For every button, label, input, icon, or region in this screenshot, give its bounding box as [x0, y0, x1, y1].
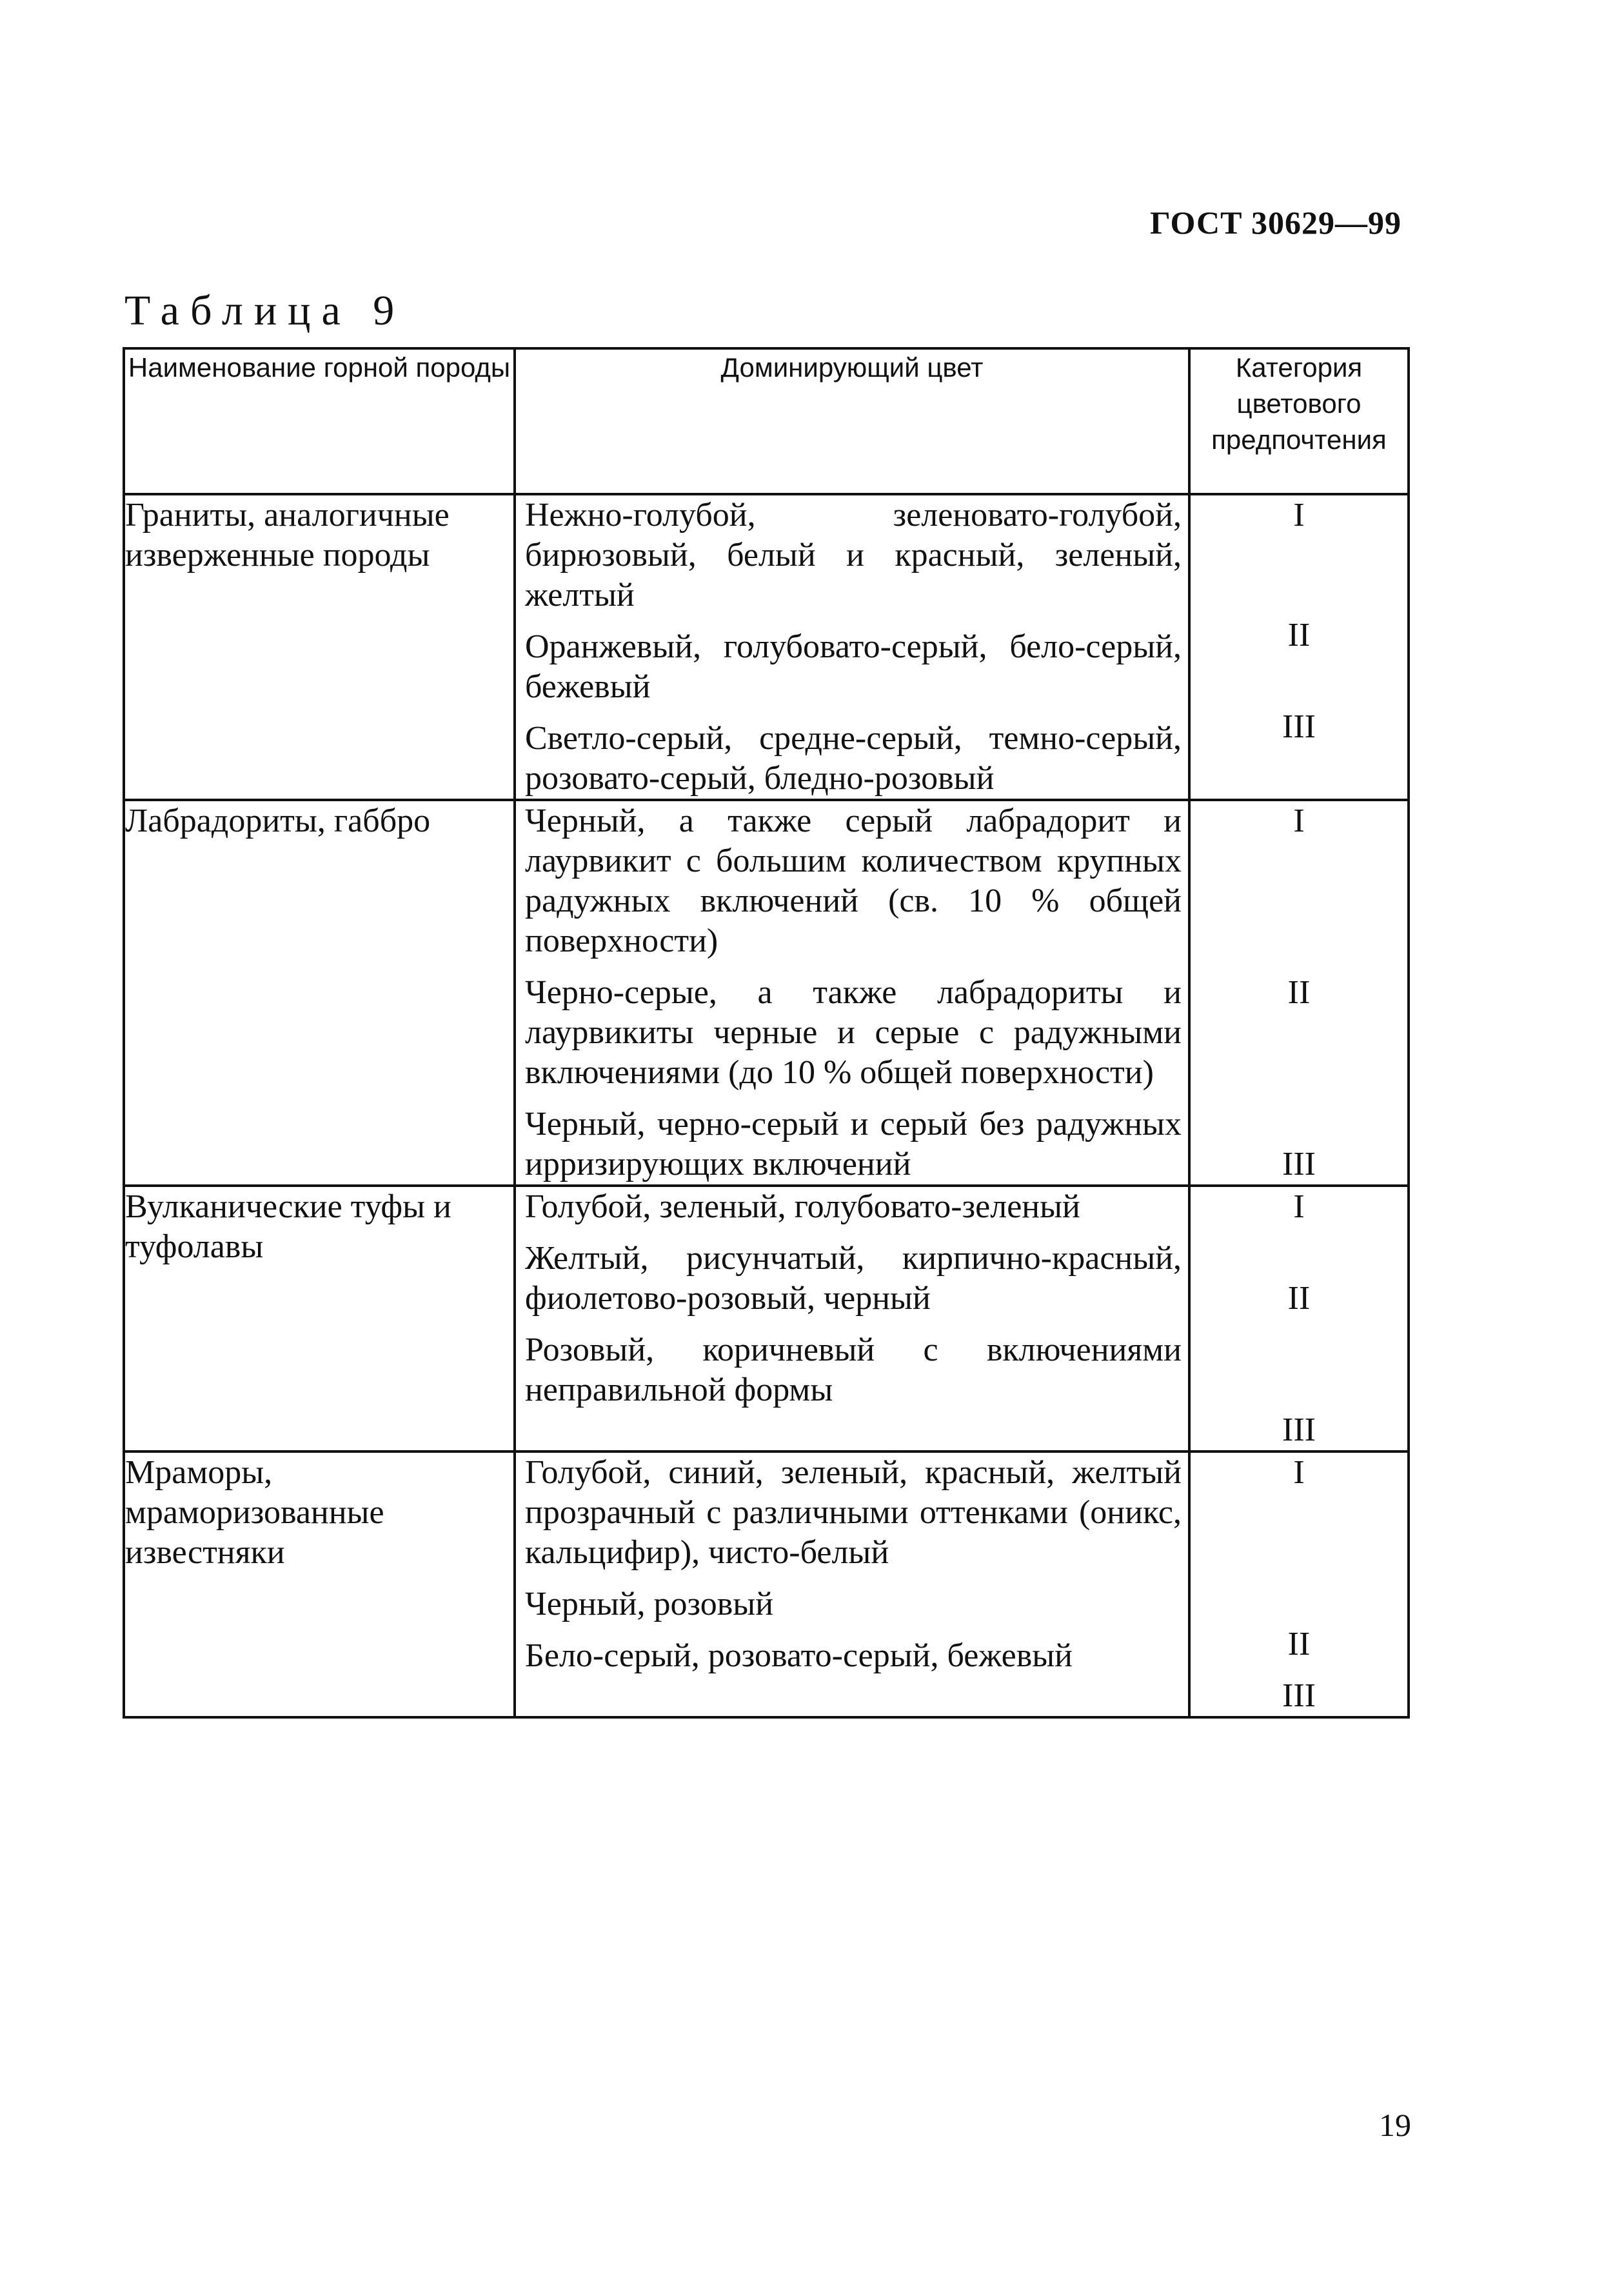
document-code: ГОСТ 30629—99 [1149, 204, 1401, 241]
rock-color-table [123, 347, 1410, 1719]
color-entry: Черный, а также серый лабрадорит и лаурвикит с большим количеством крупных радужных включений (св. 10 % общей поверхности) [525, 803, 1182, 959]
color-entry: Черный, розовый [525, 1586, 774, 1622]
category-entry: II [1287, 1626, 1311, 1662]
color-cell [515, 1186, 1189, 1451]
category-entry: III [1282, 1411, 1316, 1448]
rock-name-cell: Лабрадориты, габбро [124, 800, 515, 1186]
table-row [124, 1186, 1409, 1451]
table-row [124, 800, 1409, 1186]
category-entry: I [1293, 497, 1305, 534]
color-entry: Светло-серый, средне-серый, темно-серый, розовато-серый, бледно-розовый [525, 720, 1182, 797]
category-entry: II [1287, 1280, 1311, 1317]
category-entry: I [1293, 1188, 1305, 1225]
category-cell [1189, 1451, 1409, 1717]
column-header-category: Категория цветового предпочтения [1189, 348, 1409, 494]
category-entry: I [1293, 803, 1305, 839]
category-entry: III [1282, 1677, 1316, 1714]
color-cell [515, 800, 1189, 1186]
color-entry: Голубой, зеленый, голубовато-зеленый [525, 1188, 1080, 1225]
color-entry: Желтый, рисунчатый, кирпично-красный, фиолетово-розовый, черный [525, 1240, 1182, 1317]
color-entry: Розовый, коричневый с включениями неправильной формы [525, 1331, 1182, 1408]
color-entry: Нежно-голубой, зеленовато-голубой, бирюзовый, белый и красный, зеленый, желтый [525, 497, 1182, 613]
color-entry: Черный, черно-серый и серый без радужных ирризирующих включений [525, 1106, 1182, 1182]
table-header-row [124, 348, 1409, 494]
category-entry: III [1282, 708, 1316, 745]
color-entry: Черно-серые, а также лабрадориты и лаурвикиты черные и серые с радужными включениями (до 10 % общей поверхности) [525, 974, 1182, 1091]
table-row [124, 1451, 1409, 1717]
rock-name-cell: Вулканические туфы и туфолавы [124, 1186, 515, 1451]
color-cell [515, 1451, 1189, 1717]
color-entry: Оранжевый, голубовато-серый, бело-серый, бежевый [525, 628, 1182, 705]
rock-name-cell: Граниты, аналогичные изверженные породы [124, 494, 515, 800]
category-cell [1189, 1186, 1409, 1451]
category-cell [1189, 800, 1409, 1186]
color-entry: Бело-серый, розовато-серый, бежевый [525, 1637, 1073, 1674]
category-cell [1189, 494, 1409, 800]
category-entry: II [1287, 974, 1311, 1011]
table-caption: Таблица 9 [124, 287, 406, 334]
column-header-rock-name: Наименование горной породы [124, 348, 515, 494]
category-entry: II [1287, 617, 1311, 653]
color-entry: Голубой, синий, зеленый, красный, желтый прозрачный с различными оттенками (оникс, кальцифир), чисто-белый [525, 1454, 1182, 1571]
category-entry: I [1293, 1454, 1305, 1491]
column-header-dominant-color: Доминирующий цвет [515, 348, 1189, 494]
category-entry: III [1282, 1146, 1316, 1182]
color-cell [515, 494, 1189, 800]
table-row [124, 494, 1409, 800]
page-number: 19 [1379, 2107, 1411, 2143]
rock-name-cell: Мраморы, мраморизованные известняки [124, 1451, 515, 1717]
